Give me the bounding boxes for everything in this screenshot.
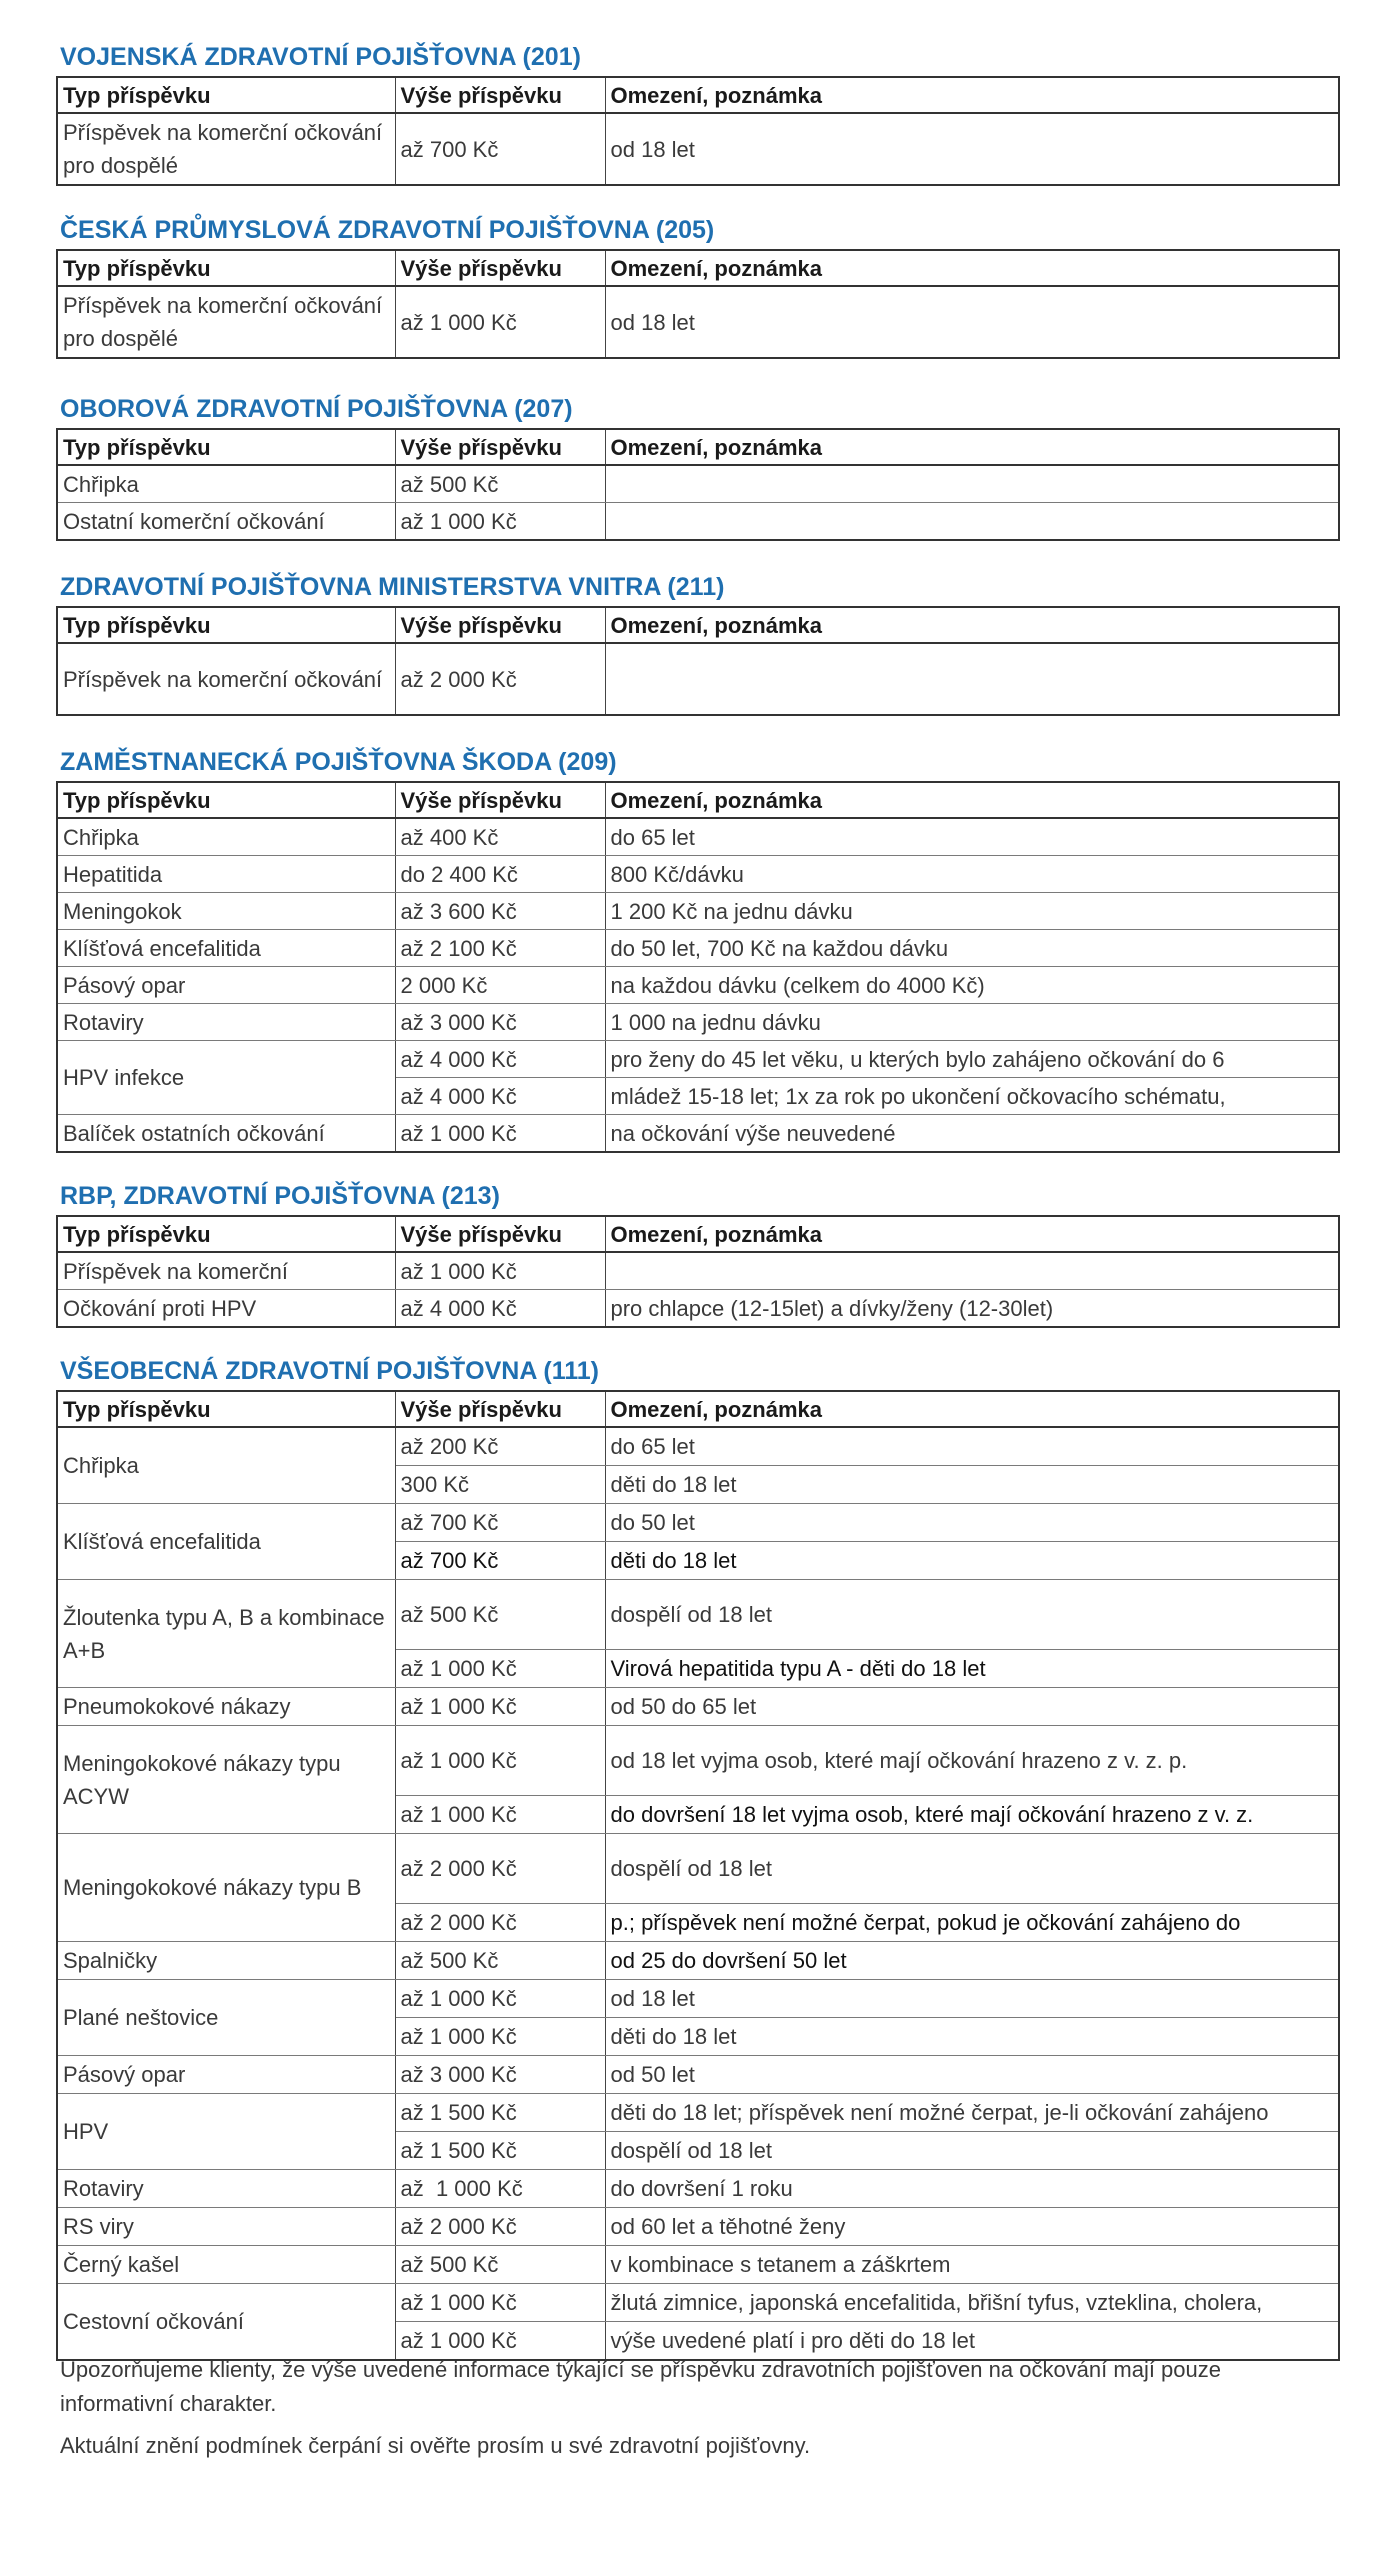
- header-note: Omezení, poznámka: [605, 1216, 1339, 1252]
- cell-note: děti do 18 let: [605, 1542, 1339, 1580]
- cell-type: Plané neštovice: [57, 1980, 395, 2056]
- cell-amount: do 2 400 Kč: [395, 856, 605, 893]
- cell-amount: až 1 000 Kč: [395, 1980, 605, 2018]
- cell-amount: až 4 000 Kč: [395, 1041, 605, 1078]
- cell-amount: až 1 000 Kč: [395, 286, 605, 358]
- cell-type: HPV infekce: [57, 1041, 395, 1115]
- contribution-table: [56, 1390, 1340, 2361]
- cell-amount: až 700 Kč: [395, 113, 605, 185]
- cell-amount: 300 Kč: [395, 1466, 605, 1504]
- table-row: [57, 1688, 1339, 1726]
- cell-type: Chřipka: [57, 818, 395, 856]
- header-type: Typ příspěvku: [57, 250, 395, 286]
- cell-type: Příspěvek na komerční očkování pro dospělé: [57, 113, 395, 185]
- table-row: [57, 1041, 1339, 1078]
- table-row: [57, 1980, 1339, 2018]
- table-row: [57, 1504, 1339, 1542]
- table-header-row: [57, 607, 1339, 643]
- cell-type: HPV: [57, 2094, 395, 2170]
- table-row: [57, 1004, 1339, 1041]
- table-row: [57, 2284, 1339, 2322]
- cell-note: do 50 let: [605, 1504, 1339, 1542]
- cell-note: na každou dávku (celkem do 4000 Kč): [605, 967, 1339, 1004]
- cell-note: děti do 18 let: [605, 2018, 1339, 2056]
- header-type: Typ příspěvku: [57, 429, 395, 465]
- header-amount: Výše příspěvku: [395, 782, 605, 818]
- cell-note: v kombinace s tetanem a záškrtem: [605, 2246, 1339, 2284]
- cell-note: od 50 let: [605, 2056, 1339, 2094]
- table-row: [57, 930, 1339, 967]
- cell-amount: až 1 500 Kč: [395, 2132, 605, 2170]
- cell-amount: až 1 000 Kč: [395, 1688, 605, 1726]
- section-title: VOJENSKÁ ZDRAVOTNÍ POJIŠŤOVNA (201): [60, 43, 581, 71]
- header-amount: Výše příspěvku: [395, 607, 605, 643]
- cell-amount: až 200 Kč: [395, 1427, 605, 1466]
- table-row: [57, 1834, 1339, 1904]
- cell-type: Hepatitida: [57, 856, 395, 893]
- section-zpmv-211: [56, 568, 1338, 716]
- section-vozp-201: [56, 38, 1338, 186]
- header-note: Omezení, poznámka: [605, 429, 1339, 465]
- section-title: ZDRAVOTNÍ POJIŠŤOVNA MINISTERSTVA VNITRA (211): [60, 573, 725, 601]
- table-row: [57, 2094, 1339, 2132]
- cell-amount: až 1 000 Kč: [395, 2284, 605, 2322]
- table-row: [57, 286, 1339, 358]
- cell-type: Balíček ostatních očkování: [57, 1115, 395, 1153]
- cell-note: mládež 15-18 let; 1x za rok po ukončení očkovacího schématu,: [605, 1078, 1339, 1115]
- cell-amount: až 1 000 Kč: [395, 503, 605, 541]
- header-type: Typ příspěvku: [57, 607, 395, 643]
- cell-note: pro ženy do 45 let věku, u kterých bylo zahájeno očkování do 6: [605, 1041, 1339, 1078]
- header-note: Omezení, poznámka: [605, 250, 1339, 286]
- table-row: [57, 1580, 1339, 1650]
- header-amount: Výše příspěvku: [395, 250, 605, 286]
- cell-note: p.; příspěvek není možné čerpat, pokud je očkování zahájeno do: [605, 1904, 1339, 1942]
- cell-note: výše uvedené platí i pro děti do 18 let: [605, 2322, 1339, 2361]
- cell-note: od 18 let: [605, 286, 1339, 358]
- table-header-row: [57, 1391, 1339, 1427]
- cell-amount: až 3 600 Kč: [395, 893, 605, 930]
- cell-amount: až 2 000 Kč: [395, 1904, 605, 1942]
- cell-amount: až 1 000 Kč: [395, 2322, 605, 2361]
- cell-amount: až 1 000 Kč: [395, 1115, 605, 1153]
- table-row: [57, 113, 1339, 185]
- cell-amount: až 1 000 Kč: [395, 1796, 605, 1834]
- cell-type: Klíšťová encefalitida: [57, 930, 395, 967]
- table-row: [57, 1726, 1339, 1796]
- table-row: [57, 893, 1339, 930]
- cell-amount: až 1 500 Kč: [395, 2094, 605, 2132]
- cell-type: Cestovní očkování: [57, 2284, 395, 2361]
- cell-type: Klíšťová encefalitida: [57, 1504, 395, 1580]
- section-rbp-213: [56, 1177, 1338, 1328]
- table-header-row: [57, 782, 1339, 818]
- table-row: [57, 1942, 1339, 1980]
- cell-type: Pneumokokové nákazy: [57, 1688, 395, 1726]
- cell-note: děti do 18 let: [605, 1466, 1339, 1504]
- cell-type: RS viry: [57, 2208, 395, 2246]
- cell-note: od 25 do dovršení 50 let: [605, 1942, 1339, 1980]
- cell-note: 800 Kč/dávku: [605, 856, 1339, 893]
- table-header-row: [57, 1216, 1339, 1252]
- section-title: ČESKÁ PRŮMYSLOVÁ ZDRAVOTNÍ POJIŠŤOVNA (205): [60, 216, 715, 244]
- cell-type: Žloutenka typu A, B a kombinace A+B: [57, 1580, 395, 1688]
- cell-amount: 2 000 Kč: [395, 967, 605, 1004]
- cell-note: do 65 let: [605, 818, 1339, 856]
- cell-type: Meningokokové nákazy typu ACYW: [57, 1726, 395, 1834]
- cell-note: [605, 465, 1339, 503]
- cell-type: Příspěvek na komerční očkování pro dospělé: [57, 286, 395, 358]
- cell-amount: až 700 Kč: [395, 1504, 605, 1542]
- cell-amount: až 3 000 Kč: [395, 2056, 605, 2094]
- cell-amount: až 4 000 Kč: [395, 1078, 605, 1115]
- header-type: Typ příspěvku: [57, 1391, 395, 1427]
- cell-note: žlutá zimnice, japonská encefalitida, břišní tyfus, vzteklina, cholera,: [605, 2284, 1339, 2322]
- table-row: [57, 503, 1339, 541]
- cell-amount: až 2 100 Kč: [395, 930, 605, 967]
- table-row: [57, 1252, 1339, 1290]
- cell-amount: až 500 Kč: [395, 2246, 605, 2284]
- cell-type: Rotaviry: [57, 2170, 395, 2208]
- table-row: [57, 1427, 1339, 1466]
- cell-note: od 50 do 65 let: [605, 1688, 1339, 1726]
- cell-amount: až 2 000 Kč: [395, 2208, 605, 2246]
- header-note: Omezení, poznámka: [605, 782, 1339, 818]
- table-row: [57, 643, 1339, 715]
- disclaimer-text: Upozorňujeme klienty, že výše uvedené informace týkající se příspěvku zdravotních pojišťoven na očkování mají pouze informativní charakter.: [60, 2357, 1221, 2416]
- contribution-table: [56, 428, 1340, 541]
- header-amount: Výše příspěvku: [395, 1216, 605, 1252]
- header-note: Omezení, poznámka: [605, 1391, 1339, 1427]
- cell-amount: až 700 Kč: [395, 1542, 605, 1580]
- table-header-row: [57, 77, 1339, 113]
- cell-amount: až 2 000 Kč: [395, 1834, 605, 1904]
- disclaimer-check-text: Aktuální znění podmínek čerpání si ověřte prosím u své zdravotní pojišťovny.: [60, 2433, 811, 2458]
- cell-amount: až 4 000 Kč: [395, 1290, 605, 1328]
- table-row: [57, 1115, 1339, 1153]
- section-title: OBOROVÁ ZDRAVOTNÍ POJIŠŤOVNA (207): [60, 395, 573, 423]
- cell-note: 1 000 na jednu dávku: [605, 1004, 1339, 1041]
- cell-amount: až 1 000 Kč: [395, 1650, 605, 1688]
- cell-type: Pásový opar: [57, 2056, 395, 2094]
- cell-amount: až 400 Kč: [395, 818, 605, 856]
- cell-note: dospělí od 18 let: [605, 1834, 1339, 1904]
- cell-type: Černý kašel: [57, 2246, 395, 2284]
- cell-note: [605, 1252, 1339, 1290]
- cell-amount: až 3 000 Kč: [395, 1004, 605, 1041]
- cell-note: pro chlapce (12-15let) a dívky/ženy (12-30let): [605, 1290, 1339, 1328]
- cell-type: Meningokok: [57, 893, 395, 930]
- cell-amount: až 1 000 Kč: [395, 1252, 605, 1290]
- contribution-table: [56, 781, 1340, 1153]
- cell-note: do 65 let: [605, 1427, 1339, 1466]
- cell-amount: až 1 000 Kč: [395, 2018, 605, 2056]
- table-row: [57, 967, 1339, 1004]
- cell-type: Spalničky: [57, 1942, 395, 1980]
- table-row: [57, 2056, 1339, 2094]
- header-note: Omezení, poznámka: [605, 607, 1339, 643]
- header-type: Typ příspěvku: [57, 77, 395, 113]
- cell-note: Virová hepatitida typu A - děti do 18 let: [605, 1650, 1339, 1688]
- header-type: Typ příspěvku: [57, 782, 395, 818]
- table-row: [57, 2246, 1339, 2284]
- disclaimer-notes: [60, 2353, 1330, 2471]
- contribution-table: [56, 249, 1340, 359]
- cell-note: od 60 let a těhotné ženy: [605, 2208, 1339, 2246]
- cell-note: [605, 503, 1339, 541]
- cell-amount: až 500 Kč: [395, 1580, 605, 1650]
- table-row: [57, 818, 1339, 856]
- cell-note: na očkování výše neuvedené: [605, 1115, 1339, 1153]
- section-title: VŠEOBECNÁ ZDRAVOTNÍ POJIŠŤOVNA (111): [60, 1357, 599, 1385]
- cell-amount: až 500 Kč: [395, 465, 605, 503]
- cell-note: dospělí od 18 let: [605, 1580, 1339, 1650]
- cell-type: Chřipka: [57, 465, 395, 503]
- header-amount: Výše příspěvku: [395, 77, 605, 113]
- cell-note: do dovršení 18 let vyjma osob, které mají očkování hrazeno z v. z.: [605, 1796, 1339, 1834]
- section-vzp-111: [56, 1352, 1338, 2361]
- cell-type: Meningokokové nákazy typu B: [57, 1834, 395, 1942]
- cell-type: Pásový opar: [57, 967, 395, 1004]
- cell-note: [605, 643, 1339, 715]
- cell-type: Chřipka: [57, 1427, 395, 1504]
- cell-note: děti do 18 let; příspěvek není možné čerpat, je-li očkování zahájeno: [605, 2094, 1339, 2132]
- header-amount: Výše příspěvku: [395, 429, 605, 465]
- header-type: Typ příspěvku: [57, 1216, 395, 1252]
- table-header-row: [57, 429, 1339, 465]
- table-header-row: [57, 250, 1339, 286]
- section-cpzp-205: [56, 211, 1338, 359]
- section-title: ZAMĚSTNANECKÁ POJIŠŤOVNA ŠKODA (209): [60, 748, 617, 776]
- table-row: [57, 2170, 1339, 2208]
- cell-note: dospělí od 18 let: [605, 2132, 1339, 2170]
- cell-type: Příspěvek na komerční očkování: [57, 643, 395, 715]
- cell-amount: až 1 000 Kč: [395, 2170, 605, 2208]
- table-row: [57, 1290, 1339, 1328]
- contribution-table: [56, 1215, 1340, 1328]
- cell-type: Ostatní komerční očkování: [57, 503, 395, 541]
- cell-note: od 18 let: [605, 113, 1339, 185]
- cell-type: Příspěvek na komerční: [57, 1252, 395, 1290]
- cell-amount: až 1 000 Kč: [395, 1726, 605, 1796]
- header-amount: Výše příspěvku: [395, 1391, 605, 1427]
- table-row: [57, 856, 1339, 893]
- contribution-table: [56, 76, 1340, 186]
- header-note: Omezení, poznámka: [605, 77, 1339, 113]
- cell-note: od 18 let: [605, 1980, 1339, 2018]
- cell-note: do 50 let, 700 Kč na každou dávku: [605, 930, 1339, 967]
- section-title: RBP, ZDRAVOTNÍ POJIŠŤOVNA (213): [60, 1182, 500, 1210]
- table-row: [57, 2208, 1339, 2246]
- cell-note: od 18 let vyjma osob, které mají očkování hrazeno z v. z. p.: [605, 1726, 1339, 1796]
- section-zp-skoda-209: [56, 743, 1338, 1153]
- table-row: [57, 465, 1339, 503]
- cell-amount: až 2 000 Kč: [395, 643, 605, 715]
- cell-note: do dovršení 1 roku: [605, 2170, 1339, 2208]
- cell-note: 1 200 Kč na jednu dávku: [605, 893, 1339, 930]
- cell-type: Rotaviry: [57, 1004, 395, 1041]
- section-ozp-207: [56, 390, 1338, 541]
- cell-amount: až 500 Kč: [395, 1942, 605, 1980]
- contribution-table: [56, 606, 1340, 716]
- cell-type: Očkování proti HPV: [57, 1290, 395, 1328]
